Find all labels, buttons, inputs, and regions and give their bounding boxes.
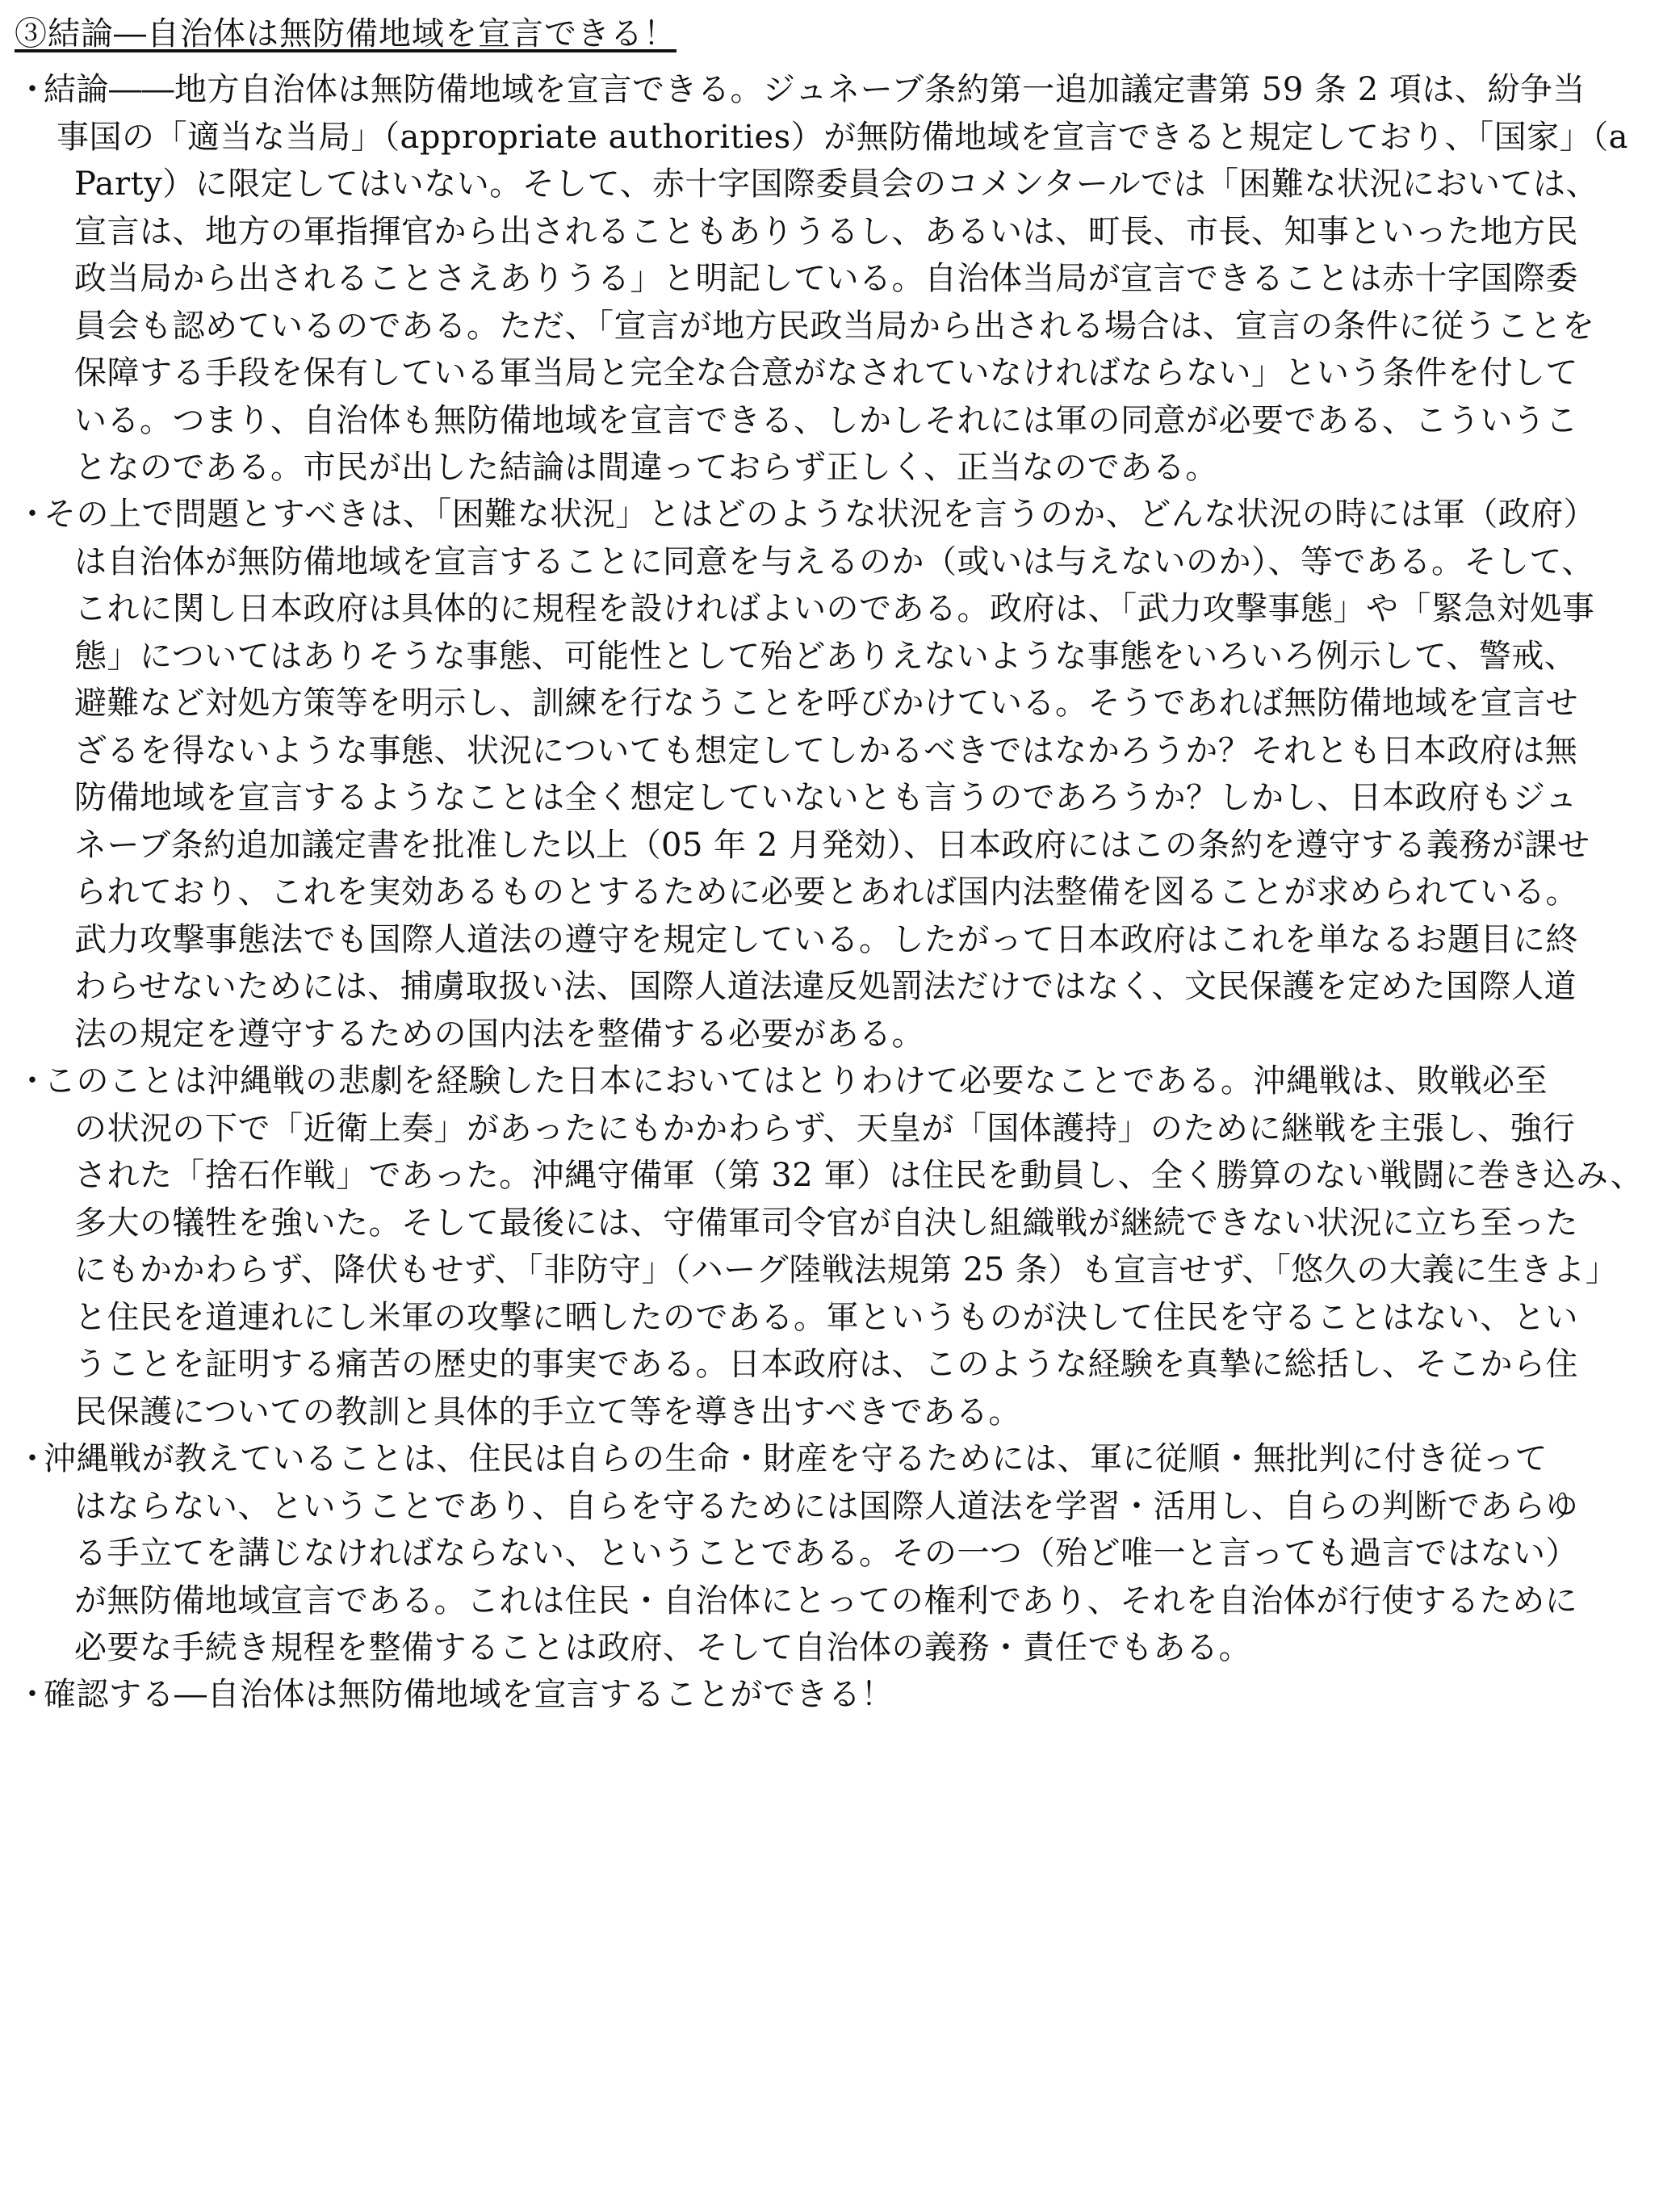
text-line: 防備地域を宣言するようなことは全く想定していないとも言うのであろうか？しかし、日本政府もジュ bbox=[74, 779, 1578, 816]
text-line: 避難など対処方策等を明示し、訓練を行なうことを呼びかけている。そうであれば無防備地域を宣言せ bbox=[74, 685, 1578, 722]
text-line: 確認する―自治体は無防備地域を宣言することができる！ bbox=[44, 1676, 894, 1713]
text-line: いる。つまり、自治体も無防備地域を宣言できる、しかしそれには軍の同意が必要である、こういうこ bbox=[74, 401, 1578, 439]
text-line: られており、これを実効あるものとするために必要とあれば国内法整備を図ることが求められている。 bbox=[74, 873, 1578, 911]
bullet-mark: ・ bbox=[16, 1062, 49, 1100]
text-line: その上で問題とすべきは、「困難な状況」とはどのような状況を言うのか、どんな状況の時には軍（政府） bbox=[44, 496, 1597, 533]
text-line: る手立てを講じなければならない、ということである。その一つ（殆ど唯一と言っても過言ではない） bbox=[74, 1535, 1578, 1572]
text-line: 法の規定を遵守するための国内法を整備する必要がある。 bbox=[74, 1015, 924, 1053]
section-heading: ③結論―自治体は無防備地域を宣言できる！ bbox=[15, 15, 677, 52]
text-line: 事国の「適当な当局」（appropriate authorities）が無防備地域を宣言できると規定しており、「国家」（a bbox=[57, 118, 1628, 156]
text-line: このことは沖縄戦の悲劇を経験した日本においてはとりわけて必要なことである。沖縄戦は、敗戦必至 bbox=[44, 1062, 1548, 1100]
text-line: と住民を道連れにし米軍の攻撃に晒したのである。軍というものが決して住民を守ることはない、とい bbox=[74, 1298, 1578, 1336]
paragraph-okinawa-tragedy bbox=[16, 1058, 1644, 1435]
text-line: 沖縄戦が教えていることは、住民は自らの生命・財産を守るためには、軍に従順・無批判に付き従って bbox=[44, 1440, 1548, 1477]
text-line: 必要な手続き規程を整備することは政府、そして自治体の義務・責任でもある。 bbox=[74, 1629, 1251, 1666]
text-line: はならない、ということであり、自らを守るためには国際人道法を学習・活用し、自らの判断であらゆ bbox=[74, 1487, 1578, 1525]
paragraph-confirmation bbox=[16, 1671, 1631, 1719]
text-line: された「捨石作戦」であった。沖縄守備軍（第 32 軍）は住民を動員し、全く勝算のない戦闘に巻き込み、 bbox=[74, 1157, 1644, 1194]
text-line: うことを証明する痛苦の歴史的事実である。日本政府は、このような経験を真摯に総括し、そこから住 bbox=[74, 1346, 1578, 1383]
text-line: ざるを得ないような事態、状況についても想定してしかるべきではなかろうか？それとも日本政府は無 bbox=[74, 731, 1578, 769]
text-line: 武力攻撃事態法でも国際人道法の遵守を規定している。したがって日本政府はこれを単なるお題目に終 bbox=[74, 920, 1578, 958]
bullet-mark: ・ bbox=[16, 1440, 49, 1477]
paragraph-government-regulation bbox=[16, 491, 1631, 1058]
bullet-mark: ・ bbox=[16, 496, 49, 533]
text-line: が無防備地域宣言である。これは住民・自治体にとっての権利であり、それを自治体が行使するために bbox=[74, 1581, 1578, 1619]
text-line: ネーブ条約追加議定書を批准した以上（05 年 2 月発効）、日本政府にはこの条約を遵守する義務が課せ bbox=[74, 826, 1590, 864]
paragraph-conclusion bbox=[16, 66, 1631, 492]
bullet-mark: ・ bbox=[16, 71, 49, 108]
text-line: の状況の下で「近衛上奏」があったにもかかわらず、天皇が「国体護持」のために継戦を主張し、強行 bbox=[74, 1109, 1576, 1147]
text-line: わらせないためには、捕虜取扱い法、国際人道法違反処罰法だけではなく、文民保護を定めた国際人道 bbox=[74, 968, 1577, 1005]
text-line: となのである。市民が出した結論は間違っておらず正しく、正当なのである。 bbox=[74, 449, 1218, 486]
text-line: 民保護についての教訓と具体的手立て等を導き出すべきである。 bbox=[74, 1393, 1021, 1431]
text-line: これに関し日本政府は具体的に規程を設ければよいのである。政府は、「武力攻撃事態」や「緊急対処事 bbox=[74, 590, 1595, 627]
bullet-mark: ・ bbox=[16, 1676, 49, 1713]
text-line: 結論――地方自治体は無防備地域を宣言できる。ジュネーブ条約第一追加議定書第 59 条 2 項は、紛争当 bbox=[44, 71, 1586, 108]
text-line: 態」についてはありそうな事態、可能性として殆どありえないような事態をいろいろ例示して、警戒、 bbox=[74, 637, 1577, 675]
text-line: にもかかわらず、降伏もせず、「非防守」（ハーグ陸戦法規第 25 条）も宣言せず、「悠久の大義に生きよ」 bbox=[74, 1251, 1619, 1288]
paragraph-okinawa-lesson bbox=[16, 1435, 1631, 1672]
text-line: 保障する手段を保有している軍当局と完全な合意がなされていなければならない」という条件を付して bbox=[74, 354, 1578, 392]
text-line: Party）に限定してはいない。そして、赤十字国際委員会のコメンタールでは「困難な状況においては、 bbox=[74, 165, 1599, 203]
text-line: 多大の犠牲を強いた。そして最後には、守備軍司令官が自決し組織戦が継続できない状況に立ち至った bbox=[74, 1204, 1578, 1242]
text-line: 員会も認めているのである。ただ、「宣言が地方民政当局から出される場合は、宣言の条件に従うことを bbox=[74, 307, 1595, 345]
text-line: は自治体が無防備地域を宣言することに同意を与えるのか（或いは与えないのか）、等である。そして、 bbox=[74, 543, 1594, 580]
text-line: 政当局から出されることさえありうる」と明記している。自治体当局が宣言できることは赤十字国際委 bbox=[74, 260, 1578, 297]
text-line: 宣言は、地方の軍指揮官から出されることもありうるし、あるいは、町長、市長、知事といった地方民 bbox=[74, 212, 1578, 250]
